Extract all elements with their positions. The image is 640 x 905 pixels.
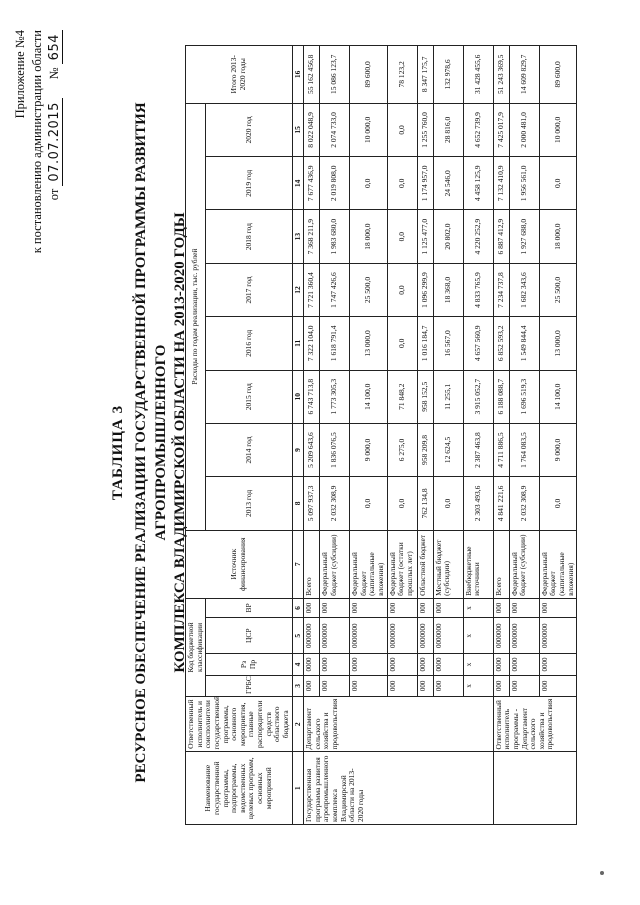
- header-rzpr: Рз Пр: [206, 654, 292, 675]
- year-value-cell: 2 303 493,6: [463, 477, 493, 530]
- total-value-cell: 78 123,2: [387, 46, 417, 104]
- resource-table-wrapper: [185, 45, 577, 825]
- table-row: [304, 46, 320, 825]
- year-value-cell: 1 125 477,0: [417, 210, 433, 263]
- code-vr-cell: 000: [320, 598, 350, 617]
- year-value-cell: 11 255,1: [433, 370, 463, 423]
- year-value-cell: 1 927 688,0: [509, 210, 539, 263]
- header-budget-code: Код бюджетной классификации: [186, 598, 206, 696]
- code-rzpr-cell: 0000: [387, 654, 417, 675]
- document-title-line1: РЕСУРСНОЕ ОБЕСПЕЧЕНИЕ РЕАЛИЗАЦИИ ГОСУДАРСТВЕННОЙ ПРОГРАММЫ РАЗВИТИЯ АГРОПРОМЫШЛЕННОГО: [133, 102, 169, 783]
- code-vr-cell: 000: [417, 598, 433, 617]
- year-value-cell: 1 016 184,7: [417, 317, 433, 370]
- code-grbs-cell: 000: [320, 675, 350, 696]
- col-number: 1: [292, 752, 304, 825]
- code-grbs-cell: 000: [539, 675, 577, 696]
- funding-source-cell: Областной бюджет: [417, 530, 433, 598]
- year-value-cell: 0,0: [387, 317, 417, 370]
- total-value-cell: 132 978,6: [433, 46, 463, 104]
- header-year-2019: 2019 год: [206, 157, 292, 210]
- year-value-cell: 1 983 680,0: [320, 210, 350, 263]
- header-executor: Ответственный исполнитель и соисполнители государственной программы, основного мероприятия, главные распорядители средств областного бюджета: [186, 696, 293, 751]
- col-number: 10: [292, 370, 304, 423]
- code-vr-cell: 000: [304, 598, 320, 617]
- year-value-cell: 4 657 560,9: [463, 317, 493, 370]
- year-value-cell: 25 500,0: [539, 263, 577, 316]
- executor-cell: Ответственный исполнитель программы - Департамент сельского хозяйства и продовольствия: [493, 696, 577, 751]
- year-value-cell: 7 677 436,9: [304, 157, 320, 210]
- year-value-cell: 18 000,0: [350, 210, 388, 263]
- funding-source-cell: Федеральный бюджет (остатки прошлых лет): [387, 530, 417, 598]
- total-value-cell: 8 347 175,7: [417, 46, 433, 104]
- year-value-cell: 1 174 957,0: [417, 157, 433, 210]
- col-number: 14: [292, 157, 304, 210]
- funding-source-cell: Федеральный бюджет (субсидии): [509, 530, 539, 598]
- year-value-cell: 7 425 017,9: [493, 103, 509, 156]
- year-value-cell: 1 773 305,3: [320, 370, 350, 423]
- code-grbs-cell: 000: [493, 675, 509, 696]
- document-title: [132, 20, 191, 865]
- year-value-cell: 8 022 048,9: [304, 103, 320, 156]
- code-grbs-cell: 000: [350, 675, 388, 696]
- header-vr: ВР: [206, 598, 292, 617]
- year-value-cell: 6 275,0: [387, 423, 417, 476]
- code-rzpr-cell: 0000: [320, 654, 350, 675]
- total-value-cell: 31 428 455,6: [463, 46, 493, 104]
- number-prefix: №: [46, 67, 61, 80]
- header-csr: ЦСР: [206, 618, 292, 654]
- scan-dot: [600, 871, 604, 875]
- year-value-cell: 20 802,0: [433, 210, 463, 263]
- appendix-block: [12, 30, 63, 253]
- year-value-cell: 0,0: [387, 103, 417, 156]
- code-csr-cell: 0000000: [493, 618, 509, 654]
- col-number: 2: [292, 696, 304, 751]
- year-value-cell: 5 209 643,6: [304, 423, 320, 476]
- funding-source-cell: Федеральный бюджет (капитальные вложения): [350, 530, 388, 598]
- year-value-cell: 4 841 221,6: [493, 477, 509, 530]
- code-grbs-cell: x: [463, 675, 493, 696]
- code-csr-cell: 0000000: [304, 618, 320, 654]
- code-rzpr-cell: 0000: [417, 654, 433, 675]
- funding-source-cell: Всего: [304, 530, 320, 598]
- code-vr-cell: 000: [493, 598, 509, 617]
- code-vr-cell: 000: [433, 598, 463, 617]
- code-grbs-cell: 000: [509, 675, 539, 696]
- col-number: 12: [292, 263, 304, 316]
- code-grbs-cell: 000: [417, 675, 433, 696]
- code-rzpr-cell: 0000: [539, 654, 577, 675]
- col-number: 5: [292, 618, 304, 654]
- code-csr-cell: 0000000: [350, 618, 388, 654]
- year-value-cell: 9 000,0: [539, 423, 577, 476]
- year-value-cell: 14 100,0: [350, 370, 388, 423]
- code-grbs-cell: 000: [304, 675, 320, 696]
- year-value-cell: 1 682 343,6: [509, 263, 539, 316]
- year-value-cell: 10 000,0: [539, 103, 577, 156]
- code-vr-cell: 000: [350, 598, 388, 617]
- year-value-cell: 7 721 360,4: [304, 263, 320, 316]
- year-value-cell: 6 743 713,8: [304, 370, 320, 423]
- header-year-2017: 2017 год: [206, 263, 292, 316]
- header-row-1: [186, 46, 206, 825]
- header-year-2014: 2014 год: [206, 423, 292, 476]
- header-expenses: Расходы по годам реализации, тыс. рублей: [186, 103, 206, 530]
- document-title-line2: КОМПЛЕКСА ВЛАДИМИРСКОЙ ОБЛАСТИ НА 2013-2020 ГОДЫ: [172, 212, 188, 673]
- code-rzpr-cell: 0000: [350, 654, 388, 675]
- appendix-date-line: [46, 30, 64, 253]
- code-csr-cell: 0000000: [509, 618, 539, 654]
- column-number-row: [292, 46, 304, 825]
- header-year-2016: 2016 год: [206, 317, 292, 370]
- year-value-cell: 5 097 937,3: [304, 477, 320, 530]
- total-value-cell: 55 162 456,8: [304, 46, 320, 104]
- year-value-cell: 7 322 104,0: [304, 317, 320, 370]
- program-name-cell: Государственная программа развития агропромышленного комплекса Владимирской области на 2013-2020 годы: [304, 752, 494, 825]
- col-number: 11: [292, 317, 304, 370]
- year-value-cell: 4 458 125,9: [463, 157, 493, 210]
- year-value-cell: 2 074 733,0: [320, 103, 350, 156]
- total-value-cell: 14 609 829,7: [509, 46, 539, 104]
- year-value-cell: 0,0: [539, 477, 577, 530]
- header-name: Наименование государственной программы, подпрограммы, ведомственных целевых программ, основных мероприятий: [186, 752, 293, 825]
- year-value-cell: 1 747 426,6: [320, 263, 350, 316]
- year-value-cell: 1 096 299,9: [417, 263, 433, 316]
- funding-source-cell: Местный бюджет (субсидии): [433, 530, 463, 598]
- year-value-cell: 2 032 308,9: [320, 477, 350, 530]
- year-value-cell: 13 000,0: [350, 317, 388, 370]
- year-value-cell: 1 549 844,4: [509, 317, 539, 370]
- code-csr-cell: 0000000: [417, 618, 433, 654]
- year-value-cell: 0,0: [539, 157, 577, 210]
- year-value-cell: 4 652 739,9: [463, 103, 493, 156]
- funding-source-cell: Всего: [493, 530, 509, 598]
- year-value-cell: 2 387 463,8: [463, 423, 493, 476]
- col-number: 8: [292, 477, 304, 530]
- year-value-cell: 762 134,8: [417, 477, 433, 530]
- year-value-cell: 0,0: [350, 477, 388, 530]
- year-value-cell: 4 833 765,9: [463, 263, 493, 316]
- year-value-cell: 1 618 791,4: [320, 317, 350, 370]
- year-value-cell: 7 234 737,8: [493, 263, 509, 316]
- year-value-cell: 1 956 561,0: [509, 157, 539, 210]
- code-rzpr-cell: x: [463, 654, 493, 675]
- program-name-continued-cell: [493, 752, 577, 825]
- col-number: 16: [292, 46, 304, 104]
- funding-source-cell: Федеральный бюджет (капитальные вложения): [539, 530, 577, 598]
- handwritten-date: 07.07.2015: [47, 98, 63, 185]
- code-csr-cell: 0000000: [387, 618, 417, 654]
- year-value-cell: 6 852 593,2: [493, 317, 509, 370]
- code-csr-cell: 0000000: [320, 618, 350, 654]
- year-value-cell: 0,0: [387, 477, 417, 530]
- appendix-number: Приложение №4: [13, 30, 27, 119]
- year-value-cell: 7 132 410,9: [493, 157, 509, 210]
- year-value-cell: 3 915 052,7: [463, 370, 493, 423]
- code-csr-cell: 0000000: [539, 618, 577, 654]
- col-number: 7: [292, 530, 304, 598]
- year-value-cell: 0,0: [387, 157, 417, 210]
- date-prefix: от: [46, 188, 61, 201]
- header-total: Итого 2013-2020 годы: [186, 46, 293, 104]
- year-value-cell: 0,0: [350, 157, 388, 210]
- header-grbs: ГРБС: [206, 675, 292, 696]
- year-value-cell: 24 546,0: [433, 157, 463, 210]
- code-csr-cell: x: [463, 618, 493, 654]
- year-value-cell: 10 000,0: [350, 103, 388, 156]
- funding-source-cell: Федеральный бюджет (субсидии): [320, 530, 350, 598]
- code-vr-cell: 000: [387, 598, 417, 617]
- col-number: 15: [292, 103, 304, 156]
- year-value-cell: 2 000 481,0: [509, 103, 539, 156]
- appendix-reference: к постановлению администрации области: [29, 30, 44, 254]
- year-value-cell: 1 255 760,0: [417, 103, 433, 156]
- table-caption: ТАБЛИЦА 3: [110, 404, 126, 501]
- year-value-cell: 4 220 252,9: [463, 210, 493, 263]
- table-row: [493, 46, 509, 825]
- year-value-cell: 18 368,0: [433, 263, 463, 316]
- col-number: 4: [292, 654, 304, 675]
- header-year-2020: 2020 год: [206, 103, 292, 156]
- year-value-cell: 1 696 519,3: [509, 370, 539, 423]
- year-value-cell: 16 567,0: [433, 317, 463, 370]
- year-value-cell: 9 000,0: [350, 423, 388, 476]
- year-value-cell: 71 848,2: [387, 370, 417, 423]
- year-value-cell: 1 764 083,5: [509, 423, 539, 476]
- code-grbs-cell: 000: [387, 675, 417, 696]
- year-value-cell: 2 019 808,0: [320, 157, 350, 210]
- year-value-cell: 0,0: [387, 263, 417, 316]
- code-csr-cell: 0000000: [433, 618, 463, 654]
- year-value-cell: 7 368 211,9: [304, 210, 320, 263]
- code-vr-cell: 000: [539, 598, 577, 617]
- code-vr-cell: x: [463, 598, 493, 617]
- year-value-cell: 0,0: [387, 210, 417, 263]
- code-rzpr-cell: 0000: [304, 654, 320, 675]
- header-source: Источник финансирования: [186, 530, 293, 598]
- col-number: 9: [292, 423, 304, 476]
- year-value-cell: 18 000,0: [539, 210, 577, 263]
- header-year-2018: 2018 год: [206, 210, 292, 263]
- total-value-cell: 15 086 123,7: [320, 46, 350, 104]
- total-value-cell: 51 243 369,5: [493, 46, 509, 104]
- year-value-cell: 0,0: [433, 477, 463, 530]
- code-rzpr-cell: 0000: [493, 654, 509, 675]
- resource-table: [185, 45, 577, 825]
- total-value-cell: 89 600,0: [539, 46, 577, 104]
- executor-cell: Департамент сельского хозяйства и продовольствия: [304, 696, 494, 751]
- table-body: [304, 46, 577, 825]
- funding-source-cell: Внебюджетные источники: [463, 530, 493, 598]
- handwritten-number: 654: [47, 30, 63, 64]
- year-value-cell: 2 032 308,9: [509, 477, 539, 530]
- year-value-cell: 958 209,8: [417, 423, 433, 476]
- year-value-cell: 12 624,5: [433, 423, 463, 476]
- col-number: 6: [292, 598, 304, 617]
- year-value-cell: 4 711 886,5: [493, 423, 509, 476]
- year-value-cell: 25 500,0: [350, 263, 388, 316]
- code-rzpr-cell: 0000: [433, 654, 463, 675]
- code-vr-cell: 000: [509, 598, 539, 617]
- year-value-cell: 6 887 412,9: [493, 210, 509, 263]
- col-number: 3: [292, 675, 304, 696]
- col-number: 13: [292, 210, 304, 263]
- year-value-cell: 1 836 076,5: [320, 423, 350, 476]
- header-year-2015: 2015 год: [206, 370, 292, 423]
- year-value-cell: 28 816,0: [433, 103, 463, 156]
- code-rzpr-cell: 0000: [509, 654, 539, 675]
- total-value-cell: 89 600,0: [350, 46, 388, 104]
- header-year-2013: 2013 год: [206, 477, 292, 530]
- year-value-cell: 6 188 088,7: [493, 370, 509, 423]
- code-grbs-cell: 000: [433, 675, 463, 696]
- year-value-cell: 14 100,0: [539, 370, 577, 423]
- year-value-cell: 13 000,0: [539, 317, 577, 370]
- year-value-cell: 958 152,5: [417, 370, 433, 423]
